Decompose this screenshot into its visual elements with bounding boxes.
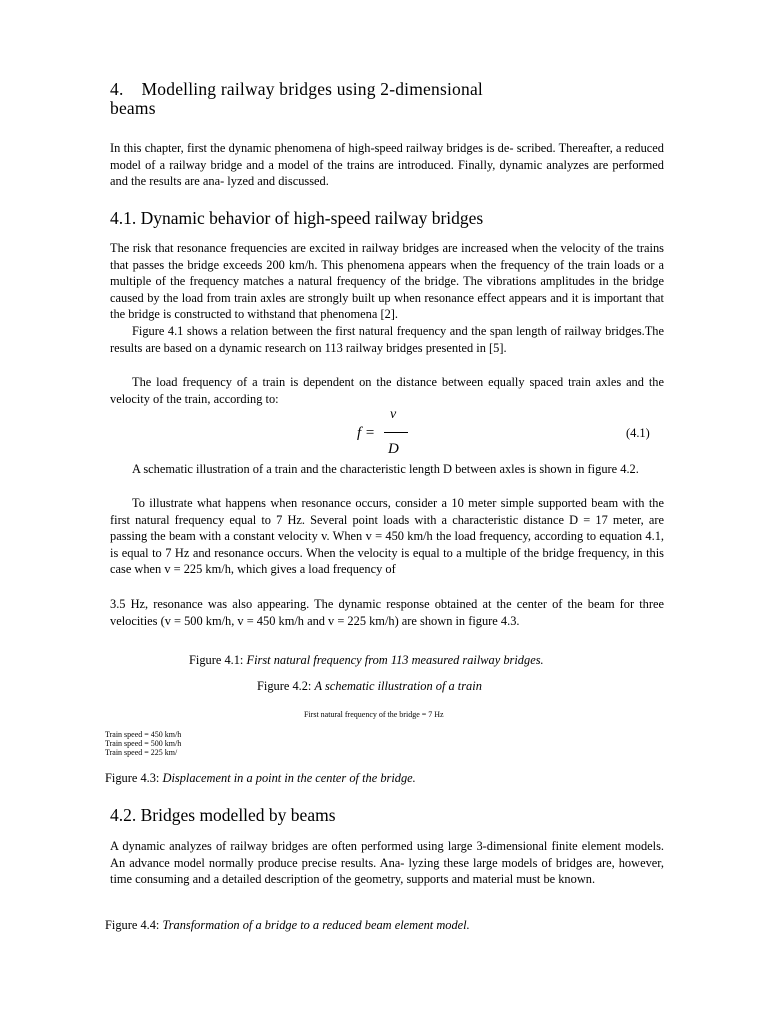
chapter-number: 4. bbox=[110, 79, 124, 99]
figure-4-3-plot-title: First natural frequency of the bridge = 7 Hz bbox=[304, 710, 444, 719]
section-4-1-paragraph-2: Figure 4.1 shows a relation between the first natural frequency and the span length of railway bridges.The results are based on a dynamic research on 113 railway bridges presented in [5]. bbox=[110, 324, 664, 355]
chapter-title bbox=[110, 80, 670, 118]
figure-4-2-label: Figure 4.2: bbox=[257, 679, 312, 693]
chapter-title-line1: Modelling railway bridges using 2-dimensional bbox=[141, 79, 483, 99]
figure-4-1-text: First natural frequency from 113 measured railway bridges. bbox=[246, 653, 544, 667]
figure-4-3-label: Figure 4.3: bbox=[105, 771, 160, 785]
figure-4-3-caption bbox=[105, 770, 416, 786]
section-4-1-paragraph-5: To illustrate what happens when resonance occurs, consider a 10 meter simple supported beam with the first natural frequency equal to 7 Hz. Several point loads with a characteristic distance D = 17 meter, are passing the beam with a constant velocity v. When v = 450 km/h the load frequency, according to equation 4.1, is equal to 7 Hz and resonance occurs. When the velocity is equal to a multiple of the bridge frequency, in this case when v = 225 km/h, which gives a load frequency of bbox=[110, 496, 664, 577]
figure-4-2-caption bbox=[257, 678, 482, 694]
equation-lhs: f = bbox=[357, 425, 376, 441]
figure-4-3-legend-item-2: Train speed = 500 km/h bbox=[105, 739, 182, 748]
section-4-1-heading: 4.1. Dynamic behavior of high-speed railway bridges bbox=[110, 208, 484, 228]
figure-4-4-caption bbox=[105, 917, 470, 933]
section-4-1-paragraph-1: The risk that resonance frequencies are excited in railway bridges are increased when the velocity of the trains that passes the bridge exceeds 200 km/h. This phenomena appears when the frequency of the train loads or a multiple of the frequency matches a natural frequency of the bridge. The vibrations amplitudes in the bridge caused by the load from train axles are strongly built up when resonance effect appears and it is important that the bridge is constructed to withstand that phenomena [2]. bbox=[110, 241, 664, 322]
chapter-title-line2: beams bbox=[110, 98, 156, 118]
section-4-2-heading: 4.2. Bridges modelled by beams bbox=[110, 805, 336, 825]
equation-4-1 bbox=[355, 407, 415, 457]
intro-paragraph: In this chapter, first the dynamic phenomena of high-speed railway bridges is de- scribed. Thereafter, a reduced model of a railway bridge and a model of the trains are introduced. Finally, dynamic analyzes are performed and the results are ana- lyzed and discussed. bbox=[110, 141, 664, 189]
figure-4-3-text: Displacement in a point in the center of the bridge. bbox=[162, 771, 416, 785]
section-4-2-paragraph-1: A dynamic analyzes of railway bridges are often performed using large 3-dimensional finite element models. An advance model normally produce precise results. Ana- lyzing these large models of bridges are, however, time consuming and a detailed description of the geometry, supports and material must be known. bbox=[110, 839, 664, 887]
figure-4-1-label: Figure 4.1: bbox=[189, 653, 244, 667]
section-4-1-paragraph-3: The load frequency of a train is dependent on the distance between equally spaced train axles and the velocity of the train, according to: bbox=[110, 375, 664, 406]
figure-4-4-text: Transformation of a bridge to a reduced beam element model. bbox=[162, 918, 470, 932]
equation-numerator: v bbox=[390, 407, 397, 422]
equation-denominator: D bbox=[388, 441, 399, 457]
section-4-1-paragraph-4: A schematic illustration of a train and the characteristic length D between axles is shown in figure 4.2. bbox=[132, 462, 639, 476]
figure-4-1-caption bbox=[189, 652, 544, 668]
figure-4-3-legend-item-1: Train speed = 450 km/h bbox=[105, 730, 182, 739]
figure-4-2-text: A schematic illustration of a train bbox=[314, 679, 482, 693]
fraction-bar bbox=[384, 432, 408, 433]
figure-4-3-legend-item-3: Train speed = 225 km/ bbox=[105, 748, 178, 757]
section-4-1-paragraph-6: 3.5 Hz, resonance was also appearing. The dynamic response obtained at the center of the beam for three velocities (v = 500 km/h, v = 450 km/h and v = 225 km/h) are shown in figure 4.3. bbox=[110, 597, 664, 628]
figure-4-4-label: Figure 4.4: bbox=[105, 918, 160, 932]
equation-label: (4.1) bbox=[626, 426, 650, 440]
